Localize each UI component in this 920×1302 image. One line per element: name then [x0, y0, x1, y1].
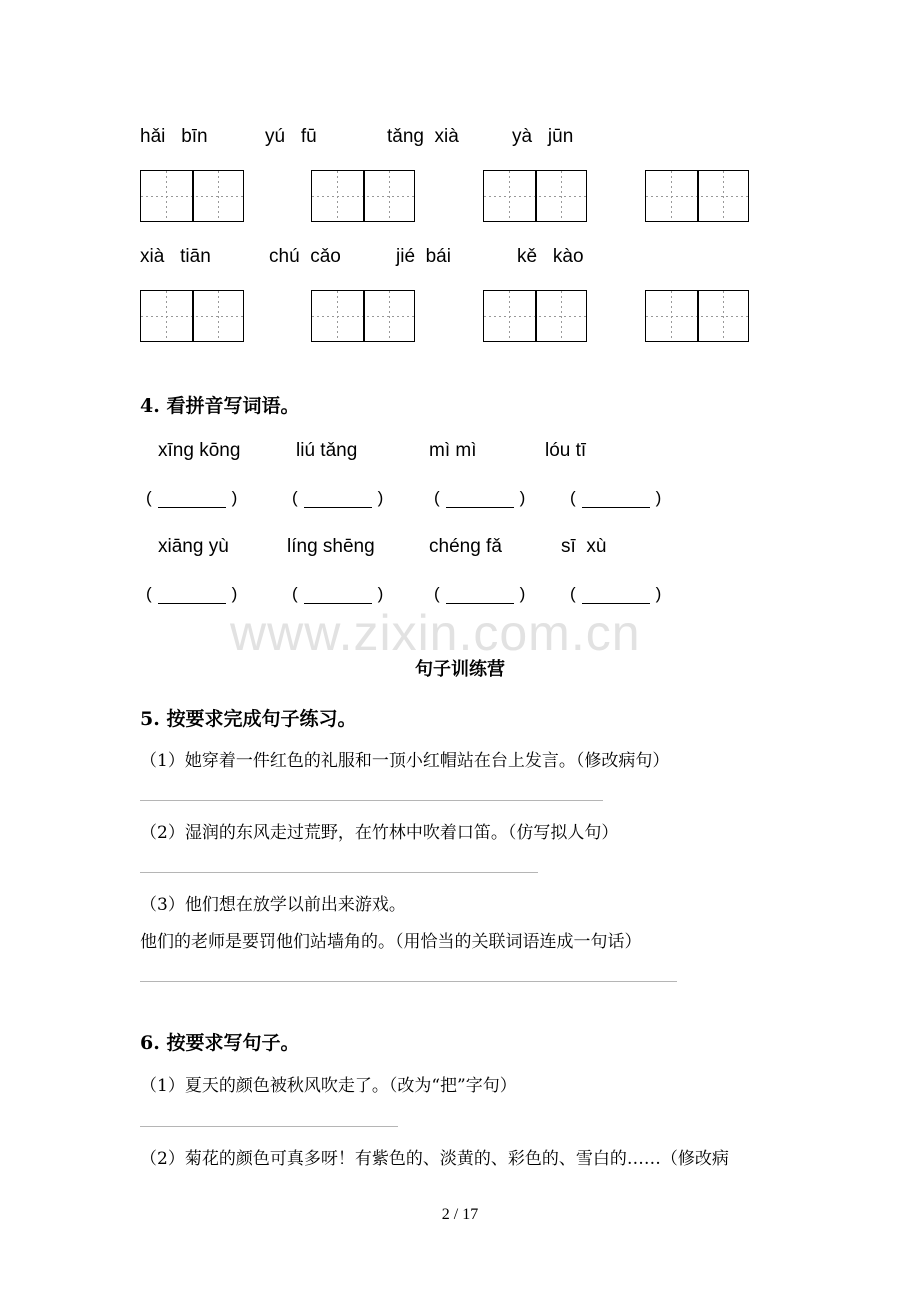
answer-blank[interactable]: ( ) [292, 488, 384, 507]
answer-line[interactable] [140, 800, 603, 801]
answer-blank[interactable]: ( ) [146, 584, 238, 603]
pinyin-jiebai: jié bái [396, 246, 451, 267]
q5-item-3-cont: 他们的老师是要罚他们站墙角的。（用恰当的关联词语连成一句话） [140, 932, 642, 952]
pinyin-xiangyu: xiāng yù [158, 536, 229, 557]
pinyin-xiatian: xià tiān [140, 246, 211, 267]
pinyin-sixu: sī xù [561, 536, 607, 557]
answer-blank[interactable]: ( ) [434, 584, 526, 603]
answer-blank[interactable]: ( ) [292, 584, 384, 603]
q5-item-3: （3）他们想在放学以前出来游戏。 [140, 895, 406, 915]
answer-line[interactable] [140, 1126, 398, 1127]
answer-blank[interactable]: ( ) [146, 488, 238, 507]
q6-item-1: （1）夏天的颜色被秋风吹走了。（改为“把”字句） [140, 1076, 517, 1096]
writing-grid[interactable] [483, 290, 587, 342]
answer-blank[interactable]: ( ) [434, 488, 526, 507]
answer-blank[interactable]: ( ) [570, 488, 662, 507]
writing-grid[interactable] [645, 170, 749, 222]
pinyin-yajun: yà jūn [512, 126, 574, 147]
pinyin-liutang: liú tǎng [296, 440, 358, 461]
pinyin-mimi: mì mì [429, 440, 477, 461]
pinyin-chucao: chú cǎo [269, 246, 341, 267]
question-4-title: 4. 看拼音写词语。 [140, 395, 300, 417]
pinyin-xingkong: xīng kōng [158, 440, 241, 461]
watermark: www.zixin.com.cn [230, 605, 641, 661]
q6-item-2: （2）菊花的颜色可真多呀！有紫色的、淡黄的、彩色的、雪白的……（修改病 [140, 1149, 729, 1169]
q5-item-1: （1）她穿着一件红色的礼服和一顶小红帽站在台上发言。（修改病句） [140, 751, 670, 771]
writing-grid[interactable] [311, 290, 415, 342]
pinyin-yufu: yú fū [265, 126, 317, 147]
page-number: 2 / 17 [441, 1206, 479, 1223]
answer-line[interactable] [140, 872, 538, 873]
writing-grid[interactable] [483, 170, 587, 222]
question-5-title: 5. 按要求完成句子练习。 [140, 708, 357, 730]
writing-grid[interactable] [140, 170, 244, 222]
answer-blank[interactable]: ( ) [570, 584, 662, 603]
pinyin-chengfa: chéng fǎ [429, 536, 502, 557]
writing-grid[interactable] [311, 170, 415, 222]
section-title: 句子训练营 [415, 659, 505, 680]
pinyin-tangxia: tǎng xià [387, 126, 459, 147]
pinyin-kekao: kě kào [517, 246, 584, 267]
pinyin-louti: lóu tī [545, 440, 587, 461]
answer-line[interactable] [140, 981, 677, 982]
writing-grid[interactable] [140, 290, 244, 342]
writing-grid[interactable] [645, 290, 749, 342]
q5-item-2: （2）湿润的东风走过荒野，在竹林中吹着口笛。（仿写拟人句） [140, 823, 619, 843]
question-6-title: 6. 按要求写句子。 [140, 1032, 300, 1054]
pinyin-lingsheng: líng shēng [287, 536, 375, 557]
pinyin-haibin: hǎi bīn [140, 126, 208, 147]
